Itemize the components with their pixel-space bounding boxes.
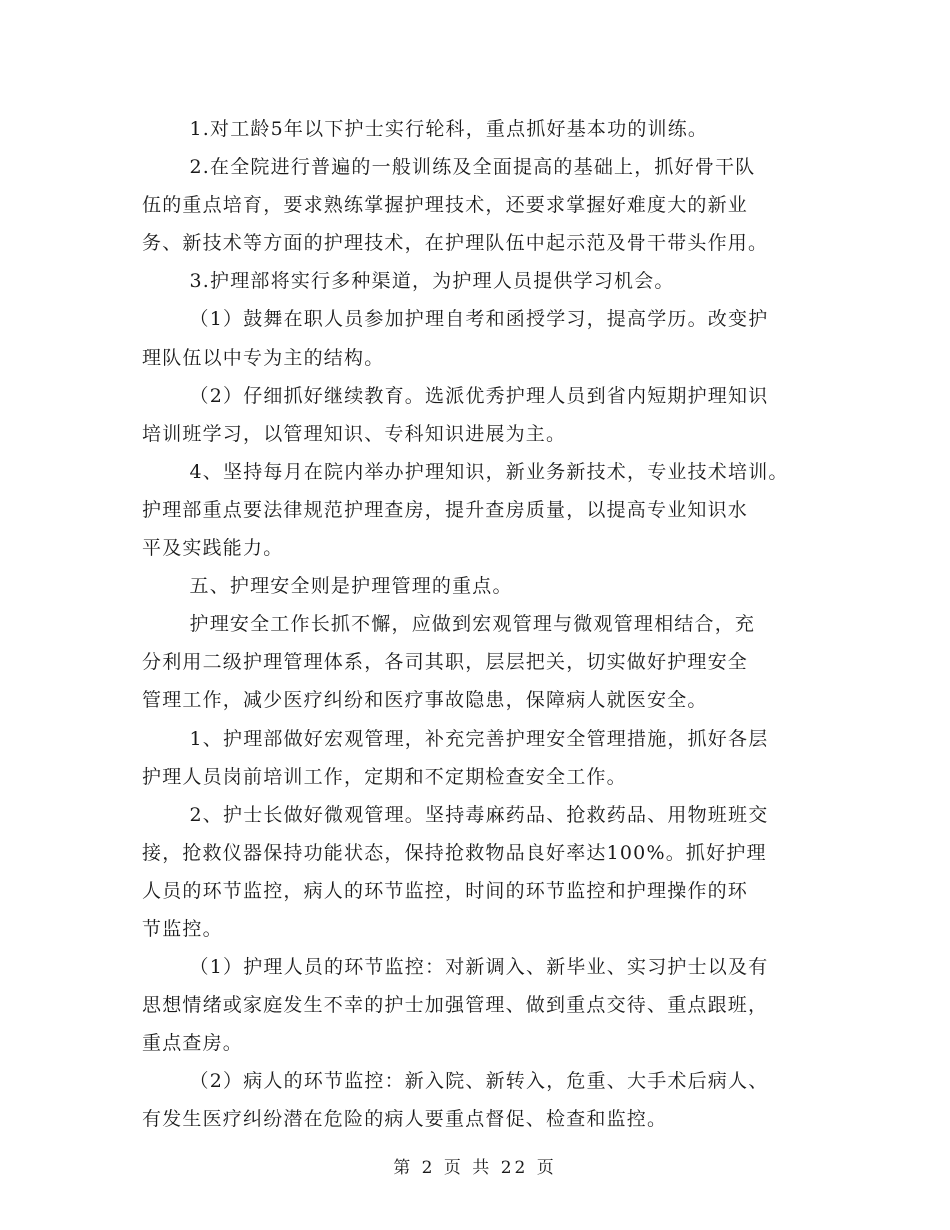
paragraph-line: 2.在全院进行普遍的一般训练及全面提高的基础上，抓好骨干队: [189, 156, 756, 179]
paragraph-line: 1.对工龄5年以下护士实行轮科，重点抓好基本功的训练。: [189, 118, 709, 140]
paragraph-line: 4、坚持每月在院内举办护理知识，新业务新技术，专业技术培训。: [189, 460, 789, 483]
paragraph-line: 五、护理安全则是护理管理的重点。: [189, 575, 513, 598]
paragraph: [142, 262, 802, 300]
paragraph-line: 护理人员岗前培训工作，定期和不定期检查安全工作。: [142, 765, 627, 788]
paragraph-line: 护理部重点要法律规范护理查房，提升查房质量，以提高专业知识水: [142, 498, 749, 521]
document-body: [142, 110, 802, 1139]
paragraph-line: 1、护理部做好宏观管理，补充完善护理安全管理措施，抓好各层: [189, 727, 769, 750]
paragraph-line: （2）病人的环节监控：新入院、新转入，危重、大手术后病人、: [189, 1070, 769, 1093]
paragraph-line: 护理安全工作长抓不懈，应做到宏观管理与微观管理相结合，充: [189, 613, 756, 636]
paragraph-line: 管理工作，减少医疗纠纷和医疗事故隐患，保障病人就医安全。: [142, 689, 708, 712]
paragraph-line: 务、新技术等方面的护理技术，在护理队伍中起示范及骨干带头作用。: [142, 232, 769, 255]
paragraph-line: 节监控。: [142, 917, 223, 940]
paragraph: [142, 148, 802, 262]
paragraph-line: 伍的重点培育，要求熟练掌握护理技术，还要求掌握好难度大的新业: [142, 194, 749, 217]
paragraph-line: 思想情绪或家庭发生不幸的护士加强管理、做到重点交待、重点跟班，: [142, 994, 769, 1017]
paragraph: [142, 377, 802, 453]
paragraph-line: （2）仔细抓好继续教育。选派优秀护理人员到省内短期护理知识: [189, 384, 769, 407]
paragraph-line: 有发生医疗纠纷潜在危险的病人要重点督促、检查和监控。: [142, 1108, 668, 1131]
paragraph-line: （1）护理人员的环节监控：对新调入、新毕业、实习护士以及有: [189, 956, 769, 979]
paragraph-line: 3.护理部将实行多种渠道，为护理人员提供学习机会。: [189, 270, 675, 293]
paragraph: [142, 453, 802, 567]
paragraph-line: 理队伍以中专为主的结构。: [142, 346, 385, 369]
paragraph-line: 培训班学习，以管理知识、专科知识进展为主。: [142, 422, 567, 445]
page-footer: 第 2 页 共 22 页: [393, 1158, 557, 1178]
paragraph-line: 平及实践能力。: [142, 537, 284, 560]
paragraph: [142, 110, 802, 148]
paragraph-line: 分利用二级护理管理体系，各司其职，层层把关，切实做好护理安全: [142, 651, 749, 674]
paragraph-line: （1）鼓舞在职人员参加护理自考和函授学习，提高学历。改变护: [189, 308, 769, 331]
paragraph-line: 接，抢救仪器保持功能状态，保持抢救物品良好率达100%。抓好护理: [142, 841, 767, 864]
paragraph-line: 人员的环节监控，病人的环节监控，时间的环节监控和护理操作的环: [142, 879, 749, 902]
paragraph: [142, 948, 802, 1062]
paragraph-line: 重点查房。: [142, 1032, 244, 1055]
paragraph: [142, 567, 802, 605]
paragraph: [142, 605, 802, 719]
paragraph: [142, 720, 802, 796]
paragraph: [142, 300, 802, 376]
paragraph-line: 2、护士长做好微观管理。坚持毒麻药品、抢救药品、用物班班交: [189, 803, 769, 826]
paragraph: [142, 1062, 802, 1138]
paragraph: [142, 796, 802, 948]
